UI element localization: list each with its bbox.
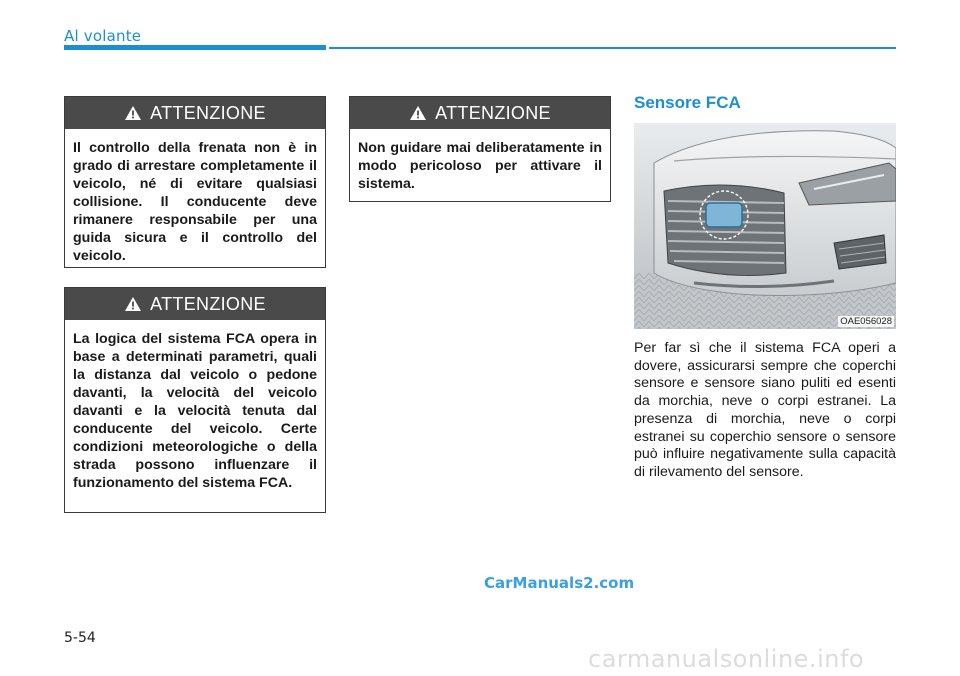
warning-triangle-icon [124,105,142,121]
warning-text: Il controllo della frenata non è in grado di arrestare completamente il veicolo, né di evitare qualsiasi collisione. Il conducente deve rimanere responsabile per una guida sicura e il controllo del veicolo. [73,140,317,264]
warning-header [65,97,325,129]
warning-triangle-icon [409,105,427,121]
warning-title: ATTENZIONE [150,102,266,123]
car-front-sensor-image [634,123,896,329]
warning-box-logic [64,287,326,513]
warning-box-brake [64,96,326,268]
warning-text: La logica del sistema FCA opera in base a determinati parametri, quali la distanza dal veicolo o pedone davanti, la velocità del veicolo davanti e la velocità tenuta dal conducente del veicolo. Certe condizioni meteorologiche o della strada possono influenzare il funzionamento del sistema FCA. [73,331,317,491]
warning-triangle-icon [124,296,142,312]
sensor-paragraph: Per far sì che il sistema FCA operi a dovere, assicurarsi sempre che coperchi sensore e sensore siano puliti ed esenti da morchia, neve o corpi estranei. La presenza di morchia, neve o corpi estranei su coperchio sensore o sensore può influire negativamente sulla capacità di rilevamento del sensore. [634,340,896,480]
header-rule-thick [64,45,326,50]
warning-title: ATTENZIONE [150,293,266,314]
car-front-illustration [634,123,896,329]
warning-header [350,97,610,129]
warning-header [65,288,325,320]
footer-watermark[interactable]: carmanualsonline.info [588,645,865,673]
page-number: 5-54 [64,630,96,646]
warning-box-driving [349,96,611,202]
image-code: OAE056028 [840,316,892,327]
warning-title: ATTENZIONE [435,102,551,123]
header-rule-thin [329,47,896,49]
section-label: Al volante [64,27,142,45]
watermark-link[interactable]: CarManuals2.com [484,574,635,592]
warning-text: Non guidare mai deliberatamente in modo pericoloso per attivare il sistema. [358,140,602,192]
sensor-title: Sensore FCA [634,93,741,112]
